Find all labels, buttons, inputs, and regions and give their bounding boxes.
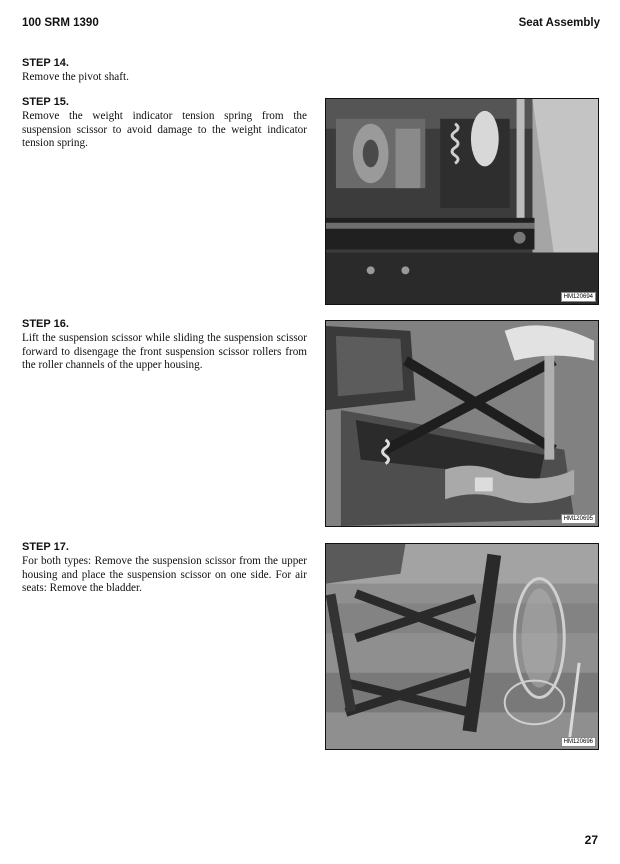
page-number: 27 [584,833,598,847]
section-title: Seat Assembly [518,17,600,29]
step-17-title: STEP 17. [22,541,69,553]
step-14-title: STEP 14. [22,57,69,69]
document-id: 100 SRM 1390 [22,17,99,29]
figure-label: HM120694 [561,292,596,302]
spring-removal-image [326,99,598,304]
step-17-photo [325,543,599,750]
step-15-title: STEP 15. [22,96,69,108]
step-16-title: STEP 16. [22,318,69,330]
figure-label: HM120695 [561,514,596,524]
step-15-text: Remove the weight indicator tension spring from the suspension scissor to avoid damage to the weight indicator tension spring. [22,110,307,149]
step-14-text: Remove the pivot shaft. [22,71,129,83]
scissor-removed-image [326,544,598,749]
scissor-lift-image [326,321,598,526]
step-15-photo [325,98,599,305]
step-16-photo [325,320,599,527]
step-17-text: For both types: Remove the suspension scissor from the upper housing and place the suspension scissor on one side. For air seats: Remove the bladder. [22,555,307,594]
step-16-text: Lift the suspension scissor while sliding the suspension scissor forward to disengage the front suspension scissor rollers from the roller channels of the upper housing. [22,332,307,371]
figure-label: HM120696 [561,737,596,747]
